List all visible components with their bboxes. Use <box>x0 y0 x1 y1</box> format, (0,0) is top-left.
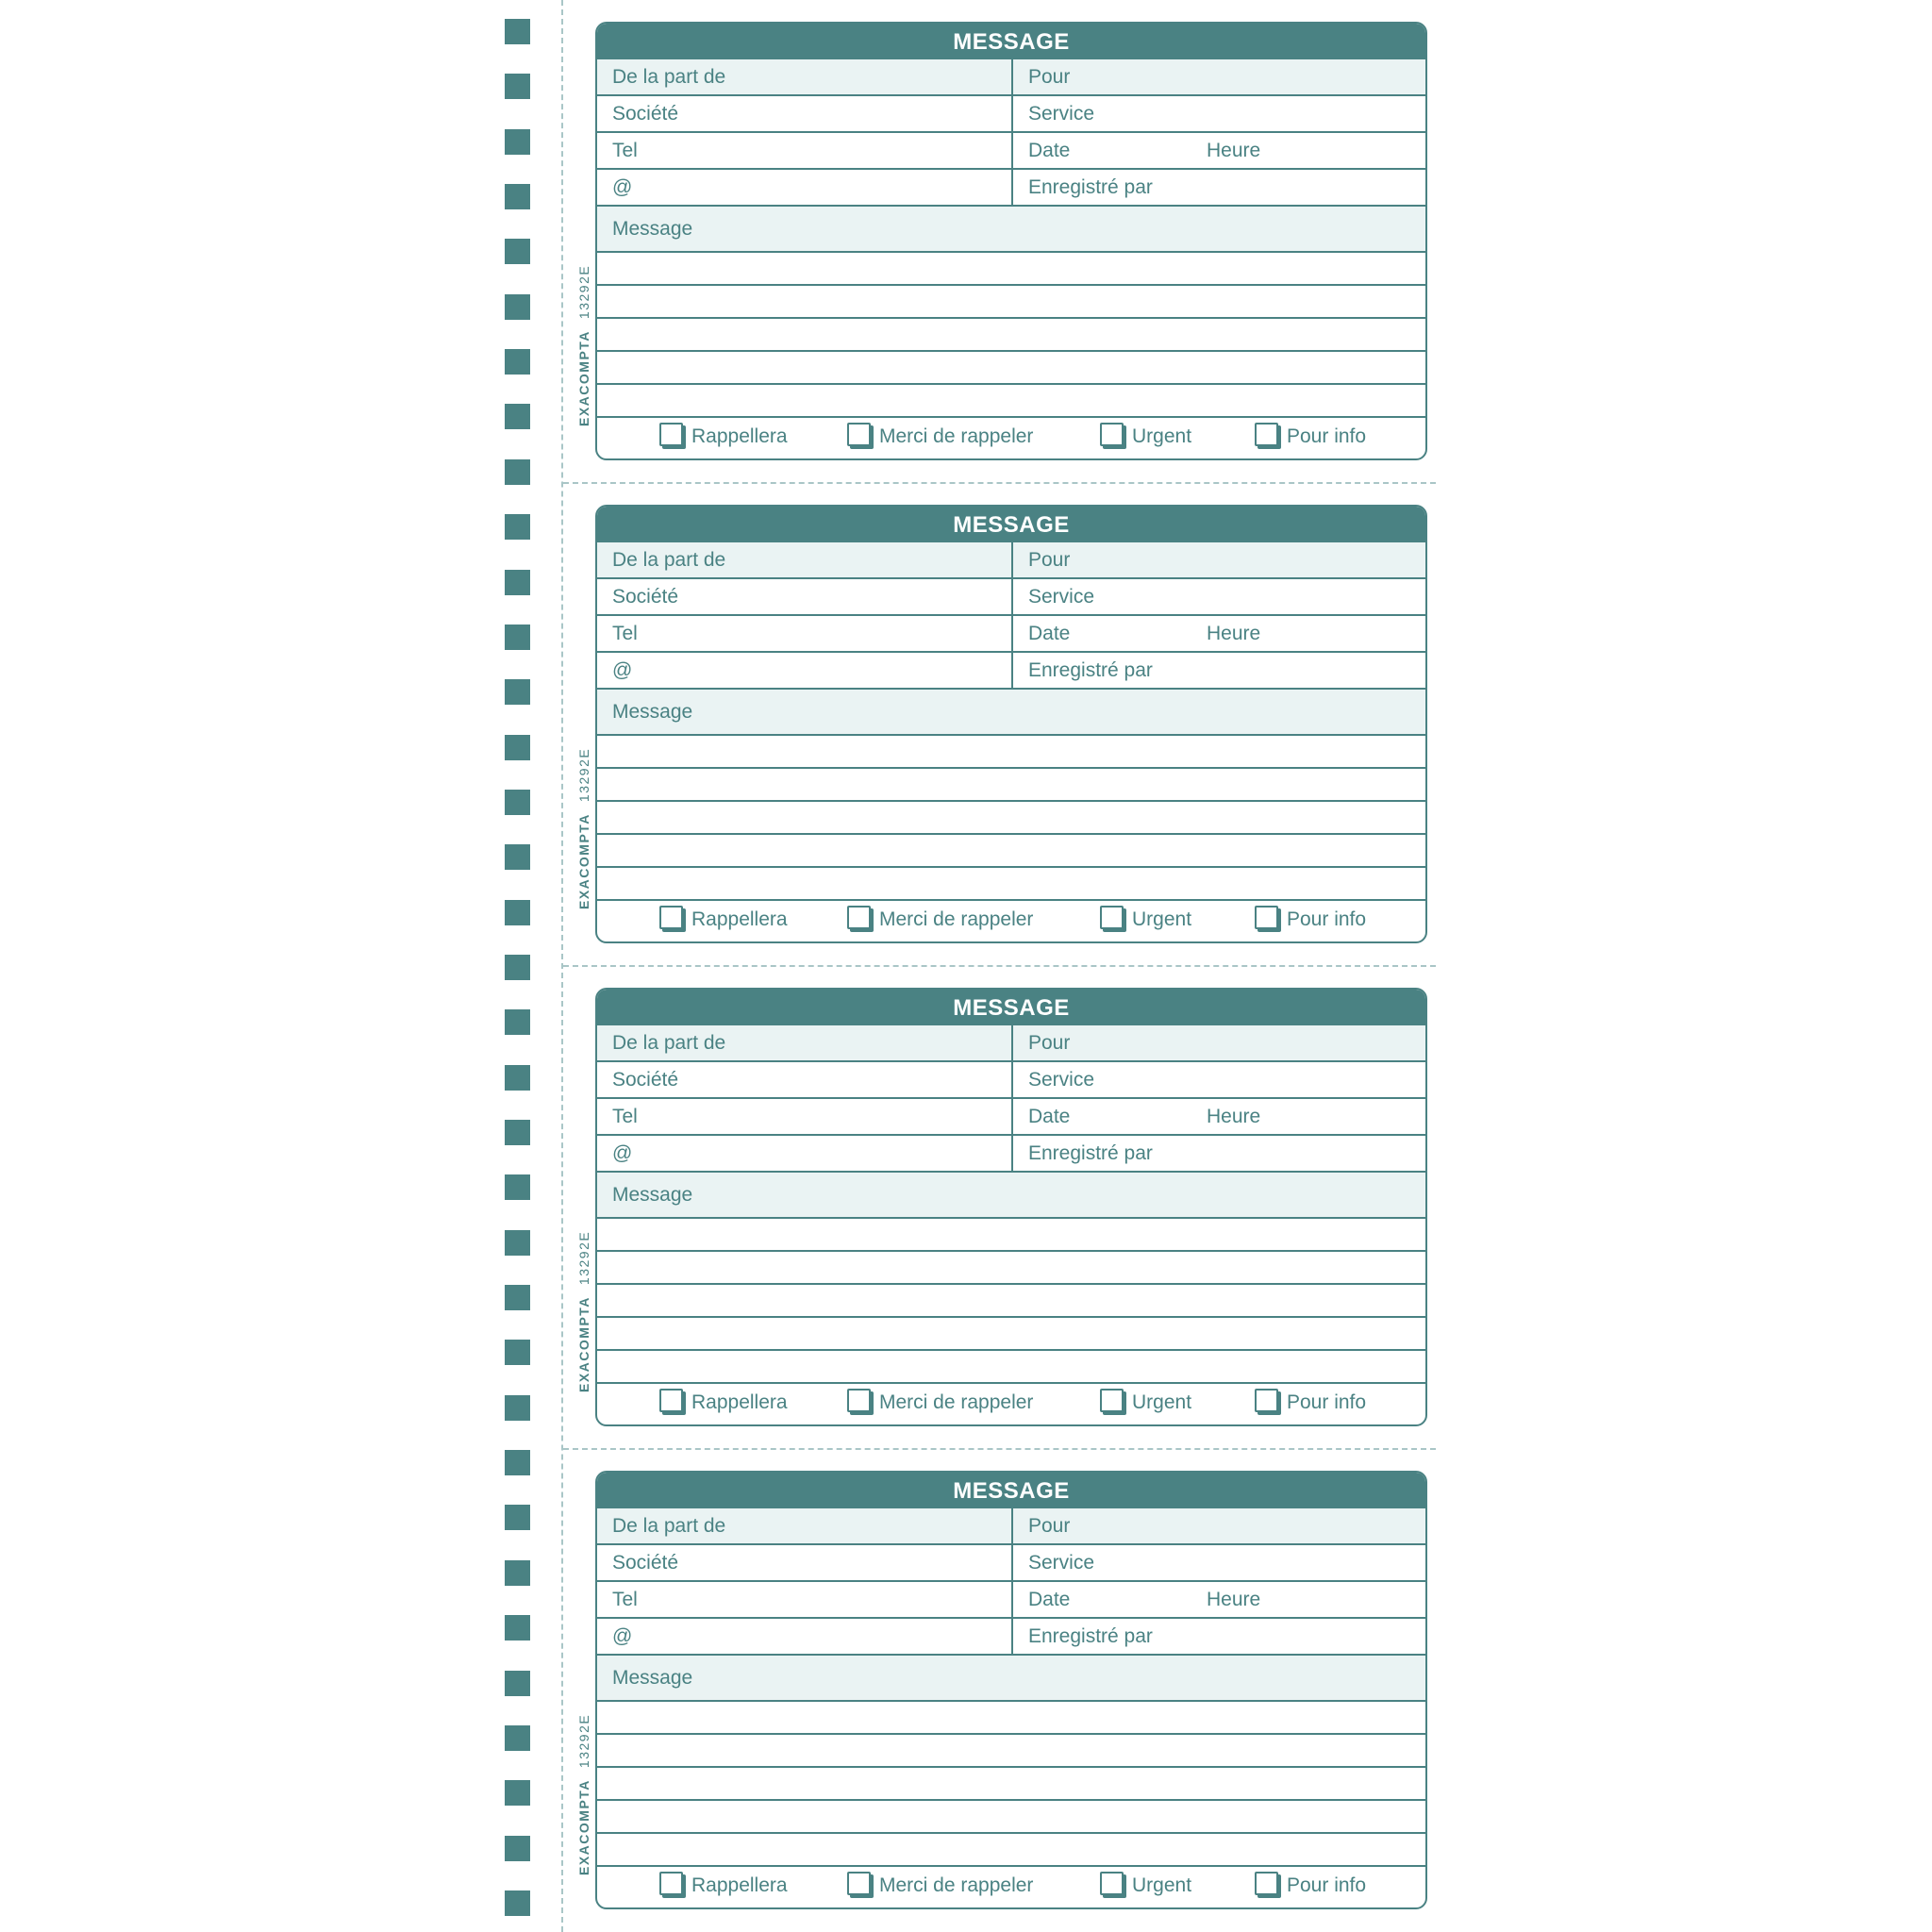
message-label-row <box>597 1173 1425 1219</box>
option-pour-info[interactable] <box>1255 423 1366 451</box>
binding-hole <box>505 1780 530 1806</box>
binding-hole <box>505 514 530 540</box>
date-time-field[interactable] <box>1013 1099 1425 1134</box>
email-field[interactable] <box>597 1136 1013 1171</box>
recorded-by-field[interactable] <box>1013 1619 1425 1654</box>
binding-hole <box>505 1836 530 1861</box>
row-company-service <box>597 1545 1425 1582</box>
binding-hole <box>505 1560 530 1586</box>
message-form <box>595 22 1427 460</box>
binding-hole <box>505 790 530 815</box>
options-row <box>597 1384 1425 1423</box>
company-field[interactable] <box>597 579 1013 614</box>
product-reference <box>574 1713 594 1890</box>
option-label: Pour info <box>1287 1391 1367 1413</box>
product-code: 13292E <box>576 747 591 803</box>
option-label: Rappellera <box>691 1391 788 1413</box>
binding-hole <box>505 19 530 44</box>
message-line[interactable] <box>597 1285 1425 1318</box>
option-label: Pour info <box>1287 425 1367 447</box>
message-line[interactable] <box>597 352 1425 385</box>
binding-hole <box>505 1340 530 1365</box>
from-label: De la part de <box>612 66 726 88</box>
product-reference <box>574 264 594 441</box>
email-label: @ <box>612 1625 633 1647</box>
company-field[interactable] <box>597 96 1013 131</box>
message-line[interactable] <box>597 1252 1425 1285</box>
service-field[interactable] <box>1013 1545 1425 1580</box>
options-row <box>597 1867 1425 1906</box>
row-from-for <box>597 542 1425 579</box>
recorded-by-label: Enregistré par <box>1028 1142 1153 1164</box>
email-field[interactable] <box>597 170 1013 205</box>
from-label: De la part de <box>612 1515 726 1537</box>
checkbox-icon[interactable] <box>1100 1872 1124 1895</box>
binding-hole <box>505 735 530 760</box>
for-label: Pour <box>1028 66 1071 88</box>
option-label: Rappellera <box>691 908 788 930</box>
product-code: 13292E <box>576 1230 591 1286</box>
checkbox-icon[interactable] <box>659 1389 683 1412</box>
option-label: Merci de rappeler <box>879 908 1034 930</box>
from-field[interactable] <box>597 542 1013 577</box>
product-code: 13292E <box>576 264 591 320</box>
option-merci-de-rappeler[interactable] <box>847 1389 1033 1417</box>
tel-label: Tel <box>612 1106 638 1127</box>
company-label: Société <box>612 103 679 125</box>
email-field[interactable] <box>597 653 1013 688</box>
binding-holes <box>505 19 531 1932</box>
tel-label: Tel <box>612 140 638 161</box>
binding-hole <box>505 1450 530 1475</box>
option-urgent[interactable] <box>1100 423 1191 451</box>
row-company-service <box>597 579 1425 616</box>
brand-name: EXACOMPTA <box>576 1779 591 1875</box>
from-label: De la part de <box>612 1032 726 1054</box>
binding-hole <box>505 239 530 264</box>
for-field[interactable] <box>1013 1508 1425 1543</box>
binding-hole <box>505 955 530 980</box>
message-line[interactable] <box>597 769 1425 802</box>
checkbox-icon[interactable] <box>1100 423 1124 446</box>
service-label: Service <box>1028 1069 1095 1091</box>
product-reference <box>574 747 594 924</box>
row-company-service <box>597 96 1425 133</box>
binding-hole <box>505 570 530 595</box>
row-email-recorded <box>597 170 1425 207</box>
message-line[interactable] <box>597 802 1425 835</box>
binding-hole <box>505 349 530 375</box>
option-label: Pour info <box>1287 908 1367 930</box>
recorded-by-label: Enregistré par <box>1028 659 1153 681</box>
checkbox-icon[interactable] <box>1255 423 1278 446</box>
option-label: Rappellera <box>691 425 788 447</box>
recorded-by-label: Enregistré par <box>1028 176 1153 198</box>
for-field[interactable] <box>1013 542 1425 577</box>
option-pour-info[interactable] <box>1255 1389 1366 1417</box>
option-label: Merci de rappeler <box>879 1391 1034 1413</box>
for-field[interactable] <box>1013 59 1425 94</box>
from-label: De la part de <box>612 549 726 571</box>
brand-name: EXACOMPTA <box>576 330 591 426</box>
binding-hole <box>505 129 530 155</box>
for-field[interactable] <box>1013 1025 1425 1060</box>
binding-hole <box>505 404 530 429</box>
option-merci-de-rappeler[interactable] <box>847 423 1033 451</box>
message-line[interactable] <box>597 868 1425 901</box>
product-code: 13292E <box>576 1713 591 1769</box>
binding-hole <box>505 1120 530 1145</box>
tel-label: Tel <box>612 1589 638 1610</box>
binding-hole <box>505 625 530 650</box>
option-rappellera[interactable] <box>659 423 788 451</box>
binding-hole <box>505 184 530 209</box>
tel-field[interactable] <box>597 616 1013 651</box>
options-row <box>597 901 1425 940</box>
product-reference <box>574 1230 594 1407</box>
binding-hole <box>505 1725 530 1751</box>
checkbox-icon[interactable] <box>847 906 871 929</box>
option-label: Merci de rappeler <box>879 425 1034 447</box>
message-line[interactable] <box>597 1351 1425 1384</box>
binding-hole <box>505 459 530 485</box>
checkbox-icon[interactable] <box>847 423 871 446</box>
checkbox-icon[interactable] <box>1255 1389 1278 1412</box>
company-field[interactable] <box>597 1545 1013 1580</box>
option-merci-de-rappeler[interactable] <box>847 906 1033 934</box>
date-time-field[interactable] <box>1013 616 1425 651</box>
option-rappellera[interactable] <box>659 906 788 934</box>
message-line[interactable] <box>597 1834 1425 1867</box>
option-urgent[interactable] <box>1100 1389 1191 1417</box>
horizontal-perforation <box>563 482 1436 484</box>
option-urgent[interactable] <box>1100 906 1191 934</box>
from-field[interactable] <box>597 59 1013 94</box>
checkbox-icon[interactable] <box>1100 1389 1124 1412</box>
binding-hole <box>505 1065 530 1091</box>
option-label: Urgent <box>1132 1391 1192 1413</box>
option-label: Urgent <box>1132 1874 1192 1896</box>
message-line[interactable] <box>597 1318 1425 1351</box>
option-label: Urgent <box>1132 425 1192 447</box>
message-label-row <box>597 207 1425 253</box>
row-tel-date <box>597 1582 1425 1619</box>
binding-hole <box>505 1671 530 1696</box>
message-form <box>595 1471 1427 1909</box>
checkbox-icon[interactable] <box>1100 906 1124 929</box>
message-label: Message <box>612 701 693 723</box>
binding-hole <box>505 1009 530 1035</box>
recorded-by-label: Enregistré par <box>1028 1625 1153 1647</box>
checkbox-icon[interactable] <box>1255 1872 1278 1895</box>
brand-name: EXACOMPTA <box>576 813 591 909</box>
binding-hole <box>505 1505 530 1530</box>
tel-label: Tel <box>612 623 638 644</box>
tel-field[interactable] <box>597 1099 1013 1134</box>
message-form <box>595 988 1427 1426</box>
checkbox-icon[interactable] <box>659 1872 683 1895</box>
service-label: Service <box>1028 586 1095 608</box>
option-rappellera[interactable] <box>659 1389 788 1417</box>
horizontal-perforation <box>563 1448 1436 1450</box>
form-title: MESSAGE <box>597 990 1425 1025</box>
email-label: @ <box>612 1142 633 1164</box>
recorded-by-field[interactable] <box>1013 1136 1425 1171</box>
binding-hole <box>505 294 530 320</box>
company-label: Société <box>612 1069 679 1091</box>
time-label: Heure <box>1207 623 1261 644</box>
from-field[interactable] <box>597 1508 1013 1543</box>
checkbox-icon[interactable] <box>847 1389 871 1412</box>
message-form <box>595 505 1427 943</box>
date-label: Date <box>1028 140 1071 161</box>
option-pour-info[interactable] <box>1255 1872 1366 1900</box>
form-title: MESSAGE <box>597 1473 1425 1508</box>
row-tel-date <box>597 133 1425 170</box>
message-line[interactable] <box>597 1735 1425 1768</box>
option-merci-de-rappeler[interactable] <box>847 1872 1033 1900</box>
message-line[interactable] <box>597 286 1425 319</box>
binding-hole <box>505 1174 530 1200</box>
form-title: MESSAGE <box>597 507 1425 542</box>
message-label-row <box>597 1656 1425 1702</box>
row-from-for <box>597 1508 1425 1545</box>
checkbox-icon[interactable] <box>659 423 683 446</box>
message-line[interactable] <box>597 253 1425 286</box>
horizontal-perforation <box>563 965 1436 967</box>
checkbox-icon[interactable] <box>659 906 683 929</box>
email-label: @ <box>612 659 633 681</box>
binding-hole <box>505 1890 530 1916</box>
row-company-service <box>597 1062 1425 1099</box>
for-label: Pour <box>1028 1032 1071 1054</box>
message-label: Message <box>612 1667 693 1689</box>
message-line[interactable] <box>597 1702 1425 1735</box>
for-label: Pour <box>1028 1515 1071 1537</box>
email-field[interactable] <box>597 1619 1013 1654</box>
date-label: Date <box>1028 1106 1071 1127</box>
message-line[interactable] <box>597 1768 1425 1801</box>
tel-field[interactable] <box>597 133 1013 168</box>
row-from-for <box>597 1025 1425 1062</box>
message-label: Message <box>612 218 693 240</box>
option-label: Rappellera <box>691 1874 788 1896</box>
row-tel-date <box>597 616 1425 653</box>
message-line[interactable] <box>597 835 1425 868</box>
service-label: Service <box>1028 1552 1095 1574</box>
service-field[interactable] <box>1013 1062 1425 1097</box>
message-line[interactable] <box>597 319 1425 352</box>
date-time-field[interactable] <box>1013 1582 1425 1617</box>
message-line[interactable] <box>597 385 1425 418</box>
message-label: Message <box>612 1184 693 1206</box>
time-label: Heure <box>1207 1589 1261 1610</box>
option-label: Pour info <box>1287 1874 1367 1896</box>
email-label: @ <box>612 176 633 198</box>
tel-field[interactable] <box>597 1582 1013 1617</box>
service-field[interactable] <box>1013 96 1425 131</box>
date-time-field[interactable] <box>1013 133 1425 168</box>
binding-hole <box>505 844 530 870</box>
row-tel-date <box>597 1099 1425 1136</box>
company-field[interactable] <box>597 1062 1013 1097</box>
recorded-by-field[interactable] <box>1013 170 1425 205</box>
brand-name: EXACOMPTA <box>576 1296 591 1392</box>
option-urgent[interactable] <box>1100 1872 1191 1900</box>
time-label: Heure <box>1207 140 1261 161</box>
message-line[interactable] <box>597 1219 1425 1252</box>
row-from-for <box>597 59 1425 96</box>
time-label: Heure <box>1207 1106 1261 1127</box>
company-label: Société <box>612 586 679 608</box>
row-email-recorded <box>597 1136 1425 1173</box>
row-email-recorded <box>597 1619 1425 1656</box>
company-label: Société <box>612 1552 679 1574</box>
from-field[interactable] <box>597 1025 1013 1060</box>
date-label: Date <box>1028 1589 1071 1610</box>
date-label: Date <box>1028 623 1071 644</box>
service-label: Service <box>1028 103 1095 125</box>
binding-hole <box>505 679 530 705</box>
service-field[interactable] <box>1013 579 1425 614</box>
option-pour-info[interactable] <box>1255 906 1366 934</box>
option-label: Merci de rappeler <box>879 1874 1034 1896</box>
options-row <box>597 418 1425 457</box>
binding-hole <box>505 900 530 925</box>
checkbox-icon[interactable] <box>847 1872 871 1895</box>
recorded-by-field[interactable] <box>1013 653 1425 688</box>
binding-hole <box>505 1615 530 1641</box>
binding-hole <box>505 1285 530 1310</box>
option-label: Urgent <box>1132 908 1192 930</box>
binding-hole <box>505 74 530 99</box>
form-title: MESSAGE <box>597 24 1425 59</box>
for-label: Pour <box>1028 549 1071 571</box>
binding-hole <box>505 1395 530 1421</box>
option-rappellera[interactable] <box>659 1872 788 1900</box>
message-label-row <box>597 690 1425 736</box>
message-line[interactable] <box>597 1801 1425 1834</box>
row-email-recorded <box>597 653 1425 690</box>
binding-hole <box>505 1230 530 1256</box>
checkbox-icon[interactable] <box>1255 906 1278 929</box>
message-line[interactable] <box>597 736 1425 769</box>
